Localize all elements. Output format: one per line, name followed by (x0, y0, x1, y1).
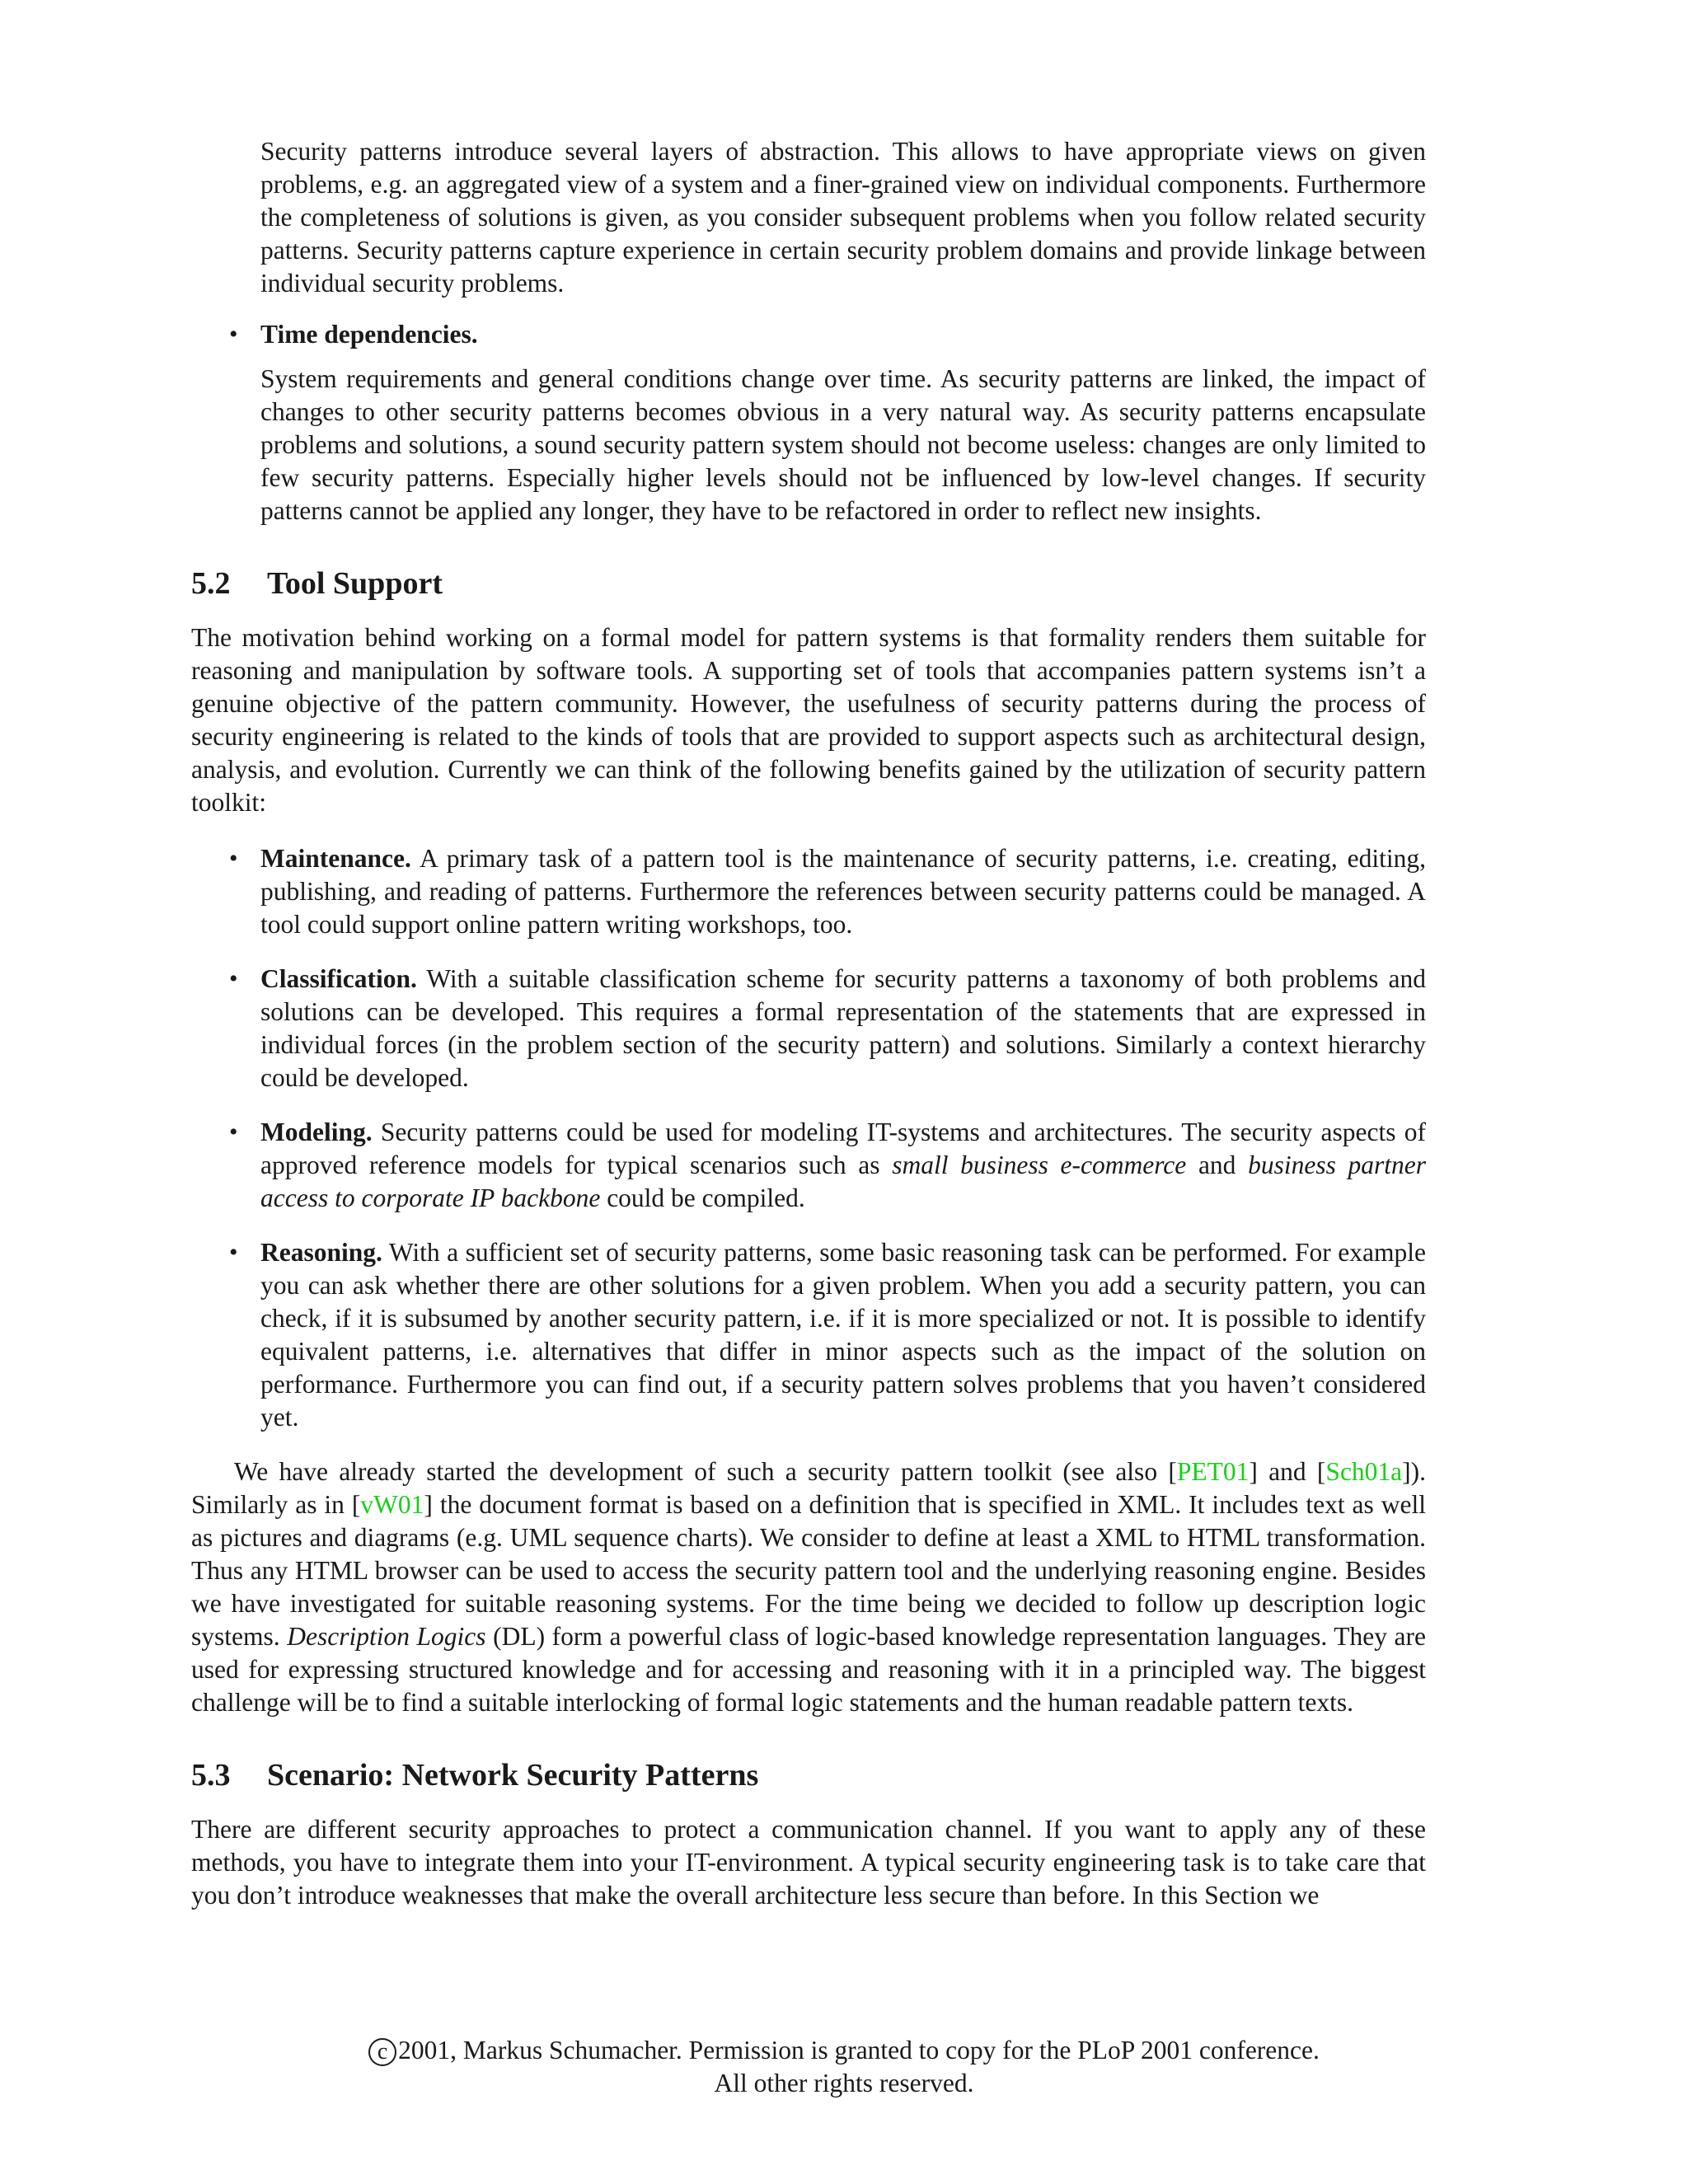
bullet-maintenance (229, 842, 1426, 941)
bullet-dot: • (229, 845, 238, 872)
text-run: ]). Similarly as in [ (191, 1457, 1427, 1519)
bullet-text: A primary task of a pattern tool is the maintenance of security patterns, i.e. creating, editing, publishing, and reading of patterns. Furthermore the references between security patterns could be managed. A tool could support online pattern writing workshops, too. (260, 844, 1426, 939)
bullet-heading: Classification. (260, 964, 417, 993)
section-heading-5-3 (191, 1755, 1426, 1795)
bullet-classification (229, 963, 1426, 1094)
bullet-dot: • (229, 1118, 238, 1146)
text-run: ] and [ (1249, 1457, 1326, 1486)
bullet-text: With a sufficient set of security patterns, some basic reasoning task can be performed. For example you can ask whether there are other solutions for a given problem. When you add a security pattern, you can check, if it is subsumed by another security pattern, i.e. if it is more specialized or not. It is possible to identify equivalent patterns, i.e. alternatives that differ in minor aspects such as the impact of the solution on performance. Furthermore you can find out, if a security pattern solves problems that you haven’t considered yet. (260, 1238, 1426, 1432)
section-5-3-text: There are different security approaches to protect a communication channel. If you want to apply any of these methods, you have to integrate them into your IT-environment. A typical security engineering task is to take care that you don’t introduce weaknesses that make the overall architecture less secure than before. In this Section we (191, 1815, 1426, 1910)
bullet-text: System requirements and general conditions change over time. As security patterns are linked, the impact of changes to other security patterns becomes obvious in a very natural way. As security patterns encapsulate problems and solutions, a sound security pattern system should not become useless: changes are only limited to few security patterns. Especially higher levels should not be influenced by low-level changes. If security patterns cannot be applied any longer, they have to be refactored in order to reflect new insights. (260, 364, 1426, 525)
bullet-modeling (229, 1116, 1426, 1215)
footer-line-2: All other rights reserved. (714, 2069, 974, 2097)
bullet-text: could be compiled. (600, 1183, 805, 1212)
bullet-heading: Time dependencies. (260, 320, 478, 349)
bullet-text: With a suitable classification scheme for security patterns a taxonomy of both problems and solutions can be developed. This requires a formal representation of the statements that are expressed in individual forces (in the problem section of the security pattern) and solutions. Similarly a context hierarchy could be developed. (260, 964, 1426, 1092)
bullet-heading: Modeling. (260, 1118, 373, 1146)
section-heading-5-2 (191, 564, 1426, 603)
citation-link-sch01a[interactable]: Sch01a (1325, 1457, 1403, 1486)
page-content (191, 135, 1426, 1912)
bullet-time-dependencies (229, 318, 1426, 527)
section-5-2-closing (191, 1455, 1426, 1719)
emphasis-text: Description Logics (287, 1622, 486, 1651)
bullet-dot: • (229, 1239, 238, 1266)
citation-link-vw01[interactable]: vW01 (360, 1490, 424, 1519)
benefits-list (191, 842, 1426, 1434)
text-run: We have already started the development of such a security pattern toolkit (see also [ (234, 1457, 1177, 1486)
section-number: 5.2 (191, 566, 231, 601)
bullet-text: Security patterns could be used for modeling IT-systems and architectures. The security aspects of approved reference models for typical scenarios such as (260, 1118, 1426, 1179)
citation-link-pet01[interactable]: PET01 (1176, 1457, 1250, 1486)
bullet-dot: • (229, 321, 238, 348)
text-run: (DL) form a powerful class of logic-based knowledge representation languages. They are used for expressing structured knowledge and for accessing and reasoning with it in a principled way. The biggest challenge will be to find a suitable interlocking of formal logic statements and the human readable pattern texts. (191, 1622, 1427, 1717)
bullet-reasoning (229, 1236, 1426, 1434)
emphasis-text: small business e-commerce (892, 1151, 1187, 1179)
footer-line-1 (0, 2034, 1688, 2067)
emphasis-text: business partner access to corporate IP backbone (260, 1151, 1426, 1212)
page-footer (0, 2034, 1688, 2100)
section-title: Tool Support (267, 566, 443, 601)
copyright-icon: c (368, 2038, 396, 2066)
section-number: 5.3 (191, 1758, 231, 1793)
intro-paragraph: Security patterns introduce several layers of abstraction. This allows to have appropriate views on given problems, e.g. an aggregated view of a system and a finer-grained view on individual components. Furthermore the completeness of solutions is given, as you consider subsequent problems when you follow related security patterns. Security patterns capture experience in certain security problem domains and provide linkage between individual security problems. (260, 137, 1426, 298)
bullet-dot: • (229, 965, 238, 992)
section-title: Scenario: Network Security Patterns (267, 1758, 759, 1793)
section-5-2-intro: The motivation behind working on a formal model for pattern systems is that formality renders them suitable for reasoning and manipulation by software tools. A supporting set of tools that accompanies pattern systems isn’t a genuine objective of the pattern community. However, the usefulness of security patterns during the process of security engineering is related to the kinds of tools that are provided to support aspects such as architectural design, analysis, and evolution. Currently we can think of the following benefits gained by the utilization of security pattern toolkit: (191, 623, 1426, 817)
bullet-heading: Maintenance. (260, 844, 411, 873)
bullet-heading: Reasoning. (260, 1238, 382, 1267)
bullet-text: and (1186, 1151, 1249, 1179)
text-run: ] the document format is based on a definition that is specified in XML. It includes text as well as pictures and diagrams (e.g. UML sequence charts). We consider to define at least a XML to HTML transformation. Thus any HTML browser can be used to access the security pattern tool and the underlying reasoning engine. Besides we have investigated for suitable reasoning systems. For the time being we decided to follow up description logic systems. (191, 1490, 1426, 1651)
footer-text: 2001, Markus Schumacher. Permission is granted to copy for the PLoP 2001 conference. (398, 2036, 1320, 2064)
